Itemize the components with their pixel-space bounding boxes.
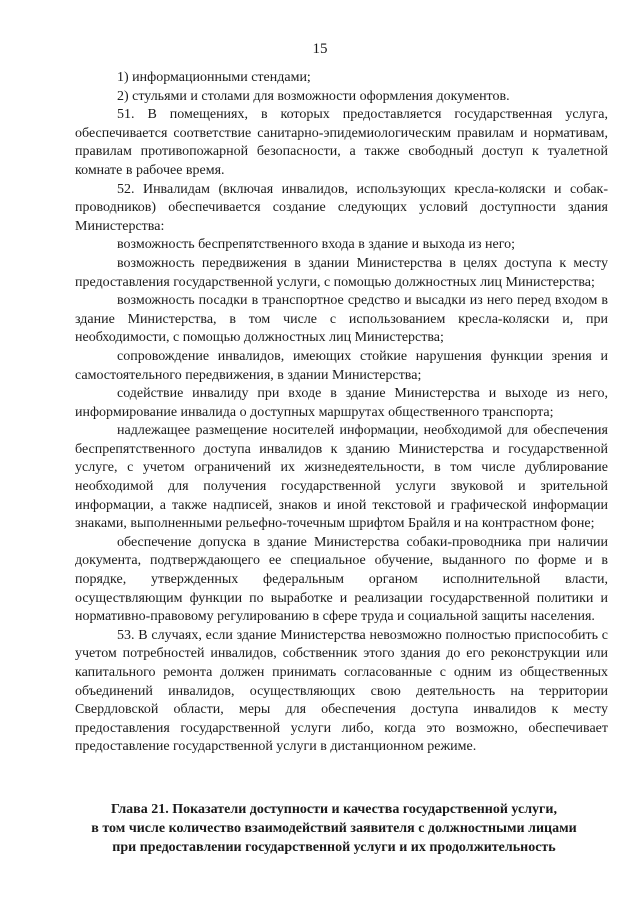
chapter-heading-line: при предоставлении государственной услуги и их продолжительность [112,840,556,855]
chapter-heading [60,800,608,857]
paragraph-52: 52. Инвалидам (включая инвалидов, использующих кресла-коляски и собак-проводников) обеспечивается создание следующих условий доступности здания Министерства: [75,181,608,234]
condition-escort: сопровождение инвалидов, имеющих стойкие нарушения функции зрения и самостоятельного передвижения, в здании Министерства; [75,348,608,383]
page-number: 15 [312,41,328,57]
list-item-2: 2) стульями и столами для возможности оформления документов. [117,88,510,104]
condition-information: надлежащее размещение носителей информации, необходимой для обеспечения беспрепятственного доступа инвалидов к зданию Министерства и государственной услуге, с учетом ограничений их жизнедеятельности, в том числе дублирование необходимой для получения государственной услуги звуковой и зрительной информации, а также надписей, знаков и иной текстовой и графической информации знаками, выполненными рельефно-точечным шрифтом Брайля и на контрастном фоне; [75,423,608,532]
chapter-heading-line: Глава 21. Показатели доступности и качества государственной услуги, [111,802,557,817]
paragraph-51: 51. В помещениях, в которых предоставляется государственная услуга, обеспечивается соответствие санитарно-эпидемиологическим правилам и нормативам, правилам противопожарной безопасности, а также свободный доступ к туалетной комнате в рабочее время. [75,107,608,178]
document-body [75,69,608,757]
condition-entrance: возможность беспрепятственного входа в здание и выхода из него; [117,237,516,253]
condition-guide-dog: обеспечение допуска в здание Министерства собаки-проводника при наличии документа, подтверждающего ее специальное обучение, выданного по форме и в порядке, утвержденных федеральным органом исполнительной власти, осуществляющим функции по выработке и реализации государственной политики и нормативно-правовому регулированию в сфере труда и социальной защиты населения. [75,534,608,625]
condition-movement: возможность передвижения в здании Министерства в целях доступа к месту предоставления государственной услуги, с помощью должностных лиц Министерства; [75,255,608,290]
condition-transport: возможность посадки в транспортное средство и высадки из него перед входом в здание Министерства, в том числе с использованием кресла-коляски и, при необходимости, с помощью должностных лиц Министерства; [75,293,608,346]
condition-assistance: содействие инвалиду при входе в здание Министерства и выходе из него, информирование инвалида о доступных маршрутах общественного транспорта; [75,386,608,420]
paragraph-53: 53. В случаях, если здание Министерства невозможно полностью приспособить с учетом потребностей инвалидов, собственник этого здания до его реконструкции или капитального ремонта должен принимать согласованные с одним из общественных объединений инвалидов, осуществляющих свою деятельность на территории Свердловской области, меры для обеспечения доступа инвалидов к месту предоставления государственной услуги либо, когда это возможно, обеспечивает предоставление государственной услуги в дистанционном режиме. [75,627,608,755]
list-item-1: 1) информационными стендами; [117,70,311,85]
chapter-heading-line: в том числе количество взаимодействий заявителя с должностными лицами [91,821,577,836]
